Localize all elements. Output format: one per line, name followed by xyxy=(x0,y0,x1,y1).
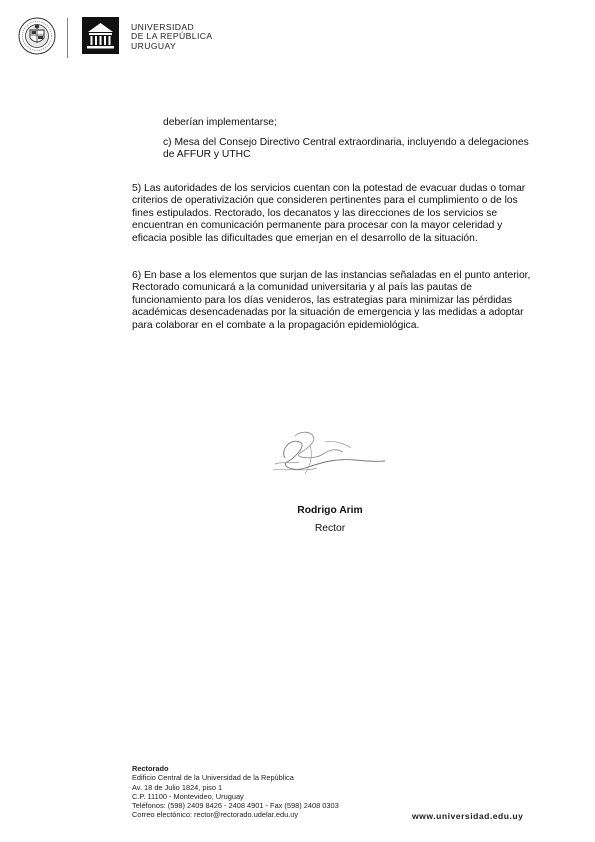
paragraph-point-6: 6) En base a los elementos que surjan de las instancias señaladas en el punto anterior, Rectorado comunicará a la comunidad universitaria y al país las pautas de funcionamiento para los días venideros, las estrategias para minimizar las pérdidas académicas desencadenadas por la situación de emergencia y las medidas a adoptar para colaborar en el combate a la propagación epidemiológica. xyxy=(132,270,531,331)
footer-line: Av. 18 de Julio 1824, piso 1 xyxy=(132,782,223,792)
signer-title: Rector xyxy=(314,523,346,534)
handwritten-signature xyxy=(265,428,390,480)
paragraph-point-5: 5) Las autoridades de los servicios cuentan con la potestad de evacuar dudas o tomar criterios de operativización que consideren pertinentes para el cumplimiento o de los fines estipulados. Rectorado, los decanatos y las direcciones de los servicios se encuentran en comunicación permanente para procesar con la mayor celeridad y eficacia posible las dificultades que emerjan en el desarrollo de la situación. xyxy=(132,183,526,244)
footer-line: Correo electónico: rector@rectorado.udelar.edu.uy xyxy=(132,810,299,820)
footer-address xyxy=(132,764,339,820)
footer-line: Edificio Central de la Universidad de la República xyxy=(132,773,294,783)
university-building-logo-icon xyxy=(82,17,119,54)
footer-line: C.P. 11100 - Montevideo, Uruguay xyxy=(132,791,244,801)
signer-name: Rodrigo Arim xyxy=(297,505,363,516)
item-b-continuation: deberían implementarse; xyxy=(163,117,277,128)
university-name-line-3: URUGUAY xyxy=(131,40,177,51)
university-name-line-2: DE LA REPÚBLICA xyxy=(131,31,213,42)
university-name-line-1: UNIVERSIDAD xyxy=(131,22,195,32)
footer-office: Rectorado xyxy=(132,764,169,773)
header-divider xyxy=(67,18,68,58)
item-c: c) Mesa del Consejo Directivo Central extraordinaria, incluyendo a delegaciones de AFFUR y UTHC xyxy=(163,137,529,161)
university-seal-icon xyxy=(18,17,56,55)
website-link[interactable]: www.universidad.edu.uy xyxy=(412,811,524,821)
footer-line: Teléfonos: (598) 2409 8426 - 2408 4901 - Fax (598) 2408 0303 xyxy=(132,801,339,811)
university-name xyxy=(131,23,212,51)
